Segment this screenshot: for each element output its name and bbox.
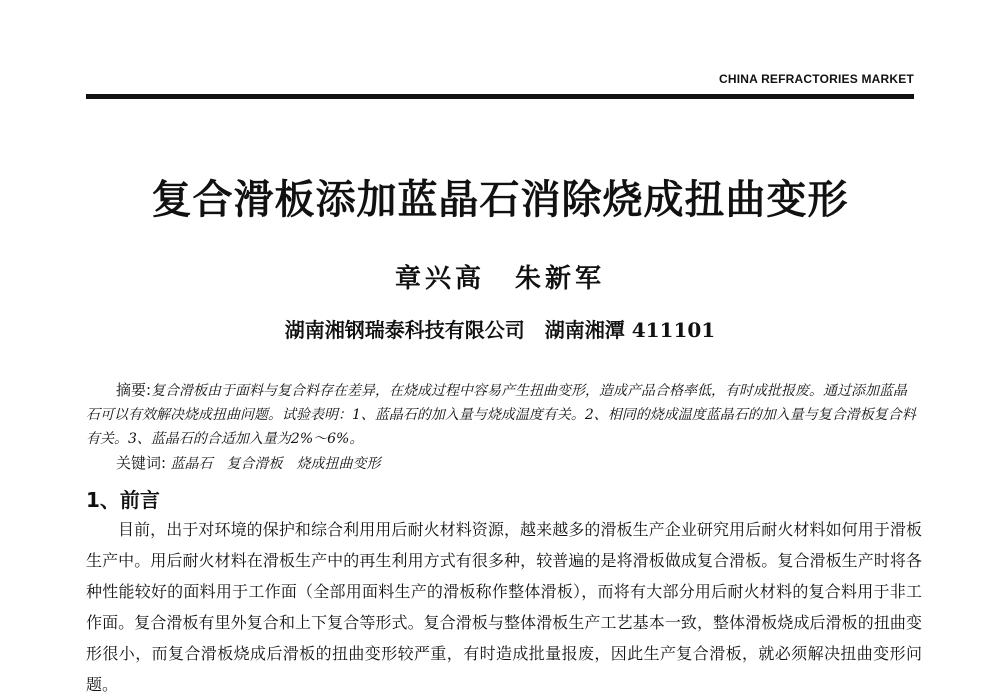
- body-paragraph: 目前，出于对环境的保护和综合利用用后耐火材料资源，越来越多的滑板生产企业研究用后耐火材料如何用于滑板生产中。用后耐火材料在滑板生产中的再生利用方式有很多种，较普遍的是将滑板做成复合滑板。复合滑板生产时将各种性能较好的面料用于工作面（全部用面料生产的滑板称作整体滑板），而将有大部分用后耐火材料的复合料用于非工作面。复合滑板有里外复合和上下复合等形式。复合滑板与整体滑板生产工艺基本一致，整体滑板烧成后滑板的扭曲变形很小，而复合滑板烧成后滑板的扭曲变形较严重，有时造成批量报废，因此生产复合滑板，就必须解决扭曲变形问题。: [86, 520, 922, 694]
- section-heading: 1、前言: [86, 488, 160, 512]
- article-authors: 章兴高 朱新军: [394, 264, 605, 294]
- header-rule: [86, 94, 914, 99]
- abstract-label: 摘要:: [116, 381, 152, 399]
- keywords: [116, 452, 381, 473]
- author-affiliation: 湖南湘钢瑞泰科技有限公司 湖南湘潭 411101: [284, 318, 716, 342]
- keywords-label: 关键词:: [116, 454, 167, 472]
- keywords-text: 蓝晶石 复合滑板 烧成扭曲变形: [170, 456, 381, 472]
- abstract-text: 复合滑板由于面料与复合料存在差异，在烧成过程中容易产生扭曲变形，造成产品合格率低，有时成批报废。通过添加蓝晶石可以有效解决烧成扭曲问题。试验表明：1、蓝晶石的加入量与烧成温度有关。2、相同的烧成温度蓝晶石的加入量与复合滑板复合料有关。3、蓝晶石的合适加入量为2%～6%。: [86, 383, 916, 447]
- abstract: [86, 378, 916, 451]
- article-title: 复合滑板添加蓝晶石消除烧成扭曲变形: [151, 177, 849, 223]
- journal-header: CHINA REFRACTORIES MARKET: [718, 72, 914, 86]
